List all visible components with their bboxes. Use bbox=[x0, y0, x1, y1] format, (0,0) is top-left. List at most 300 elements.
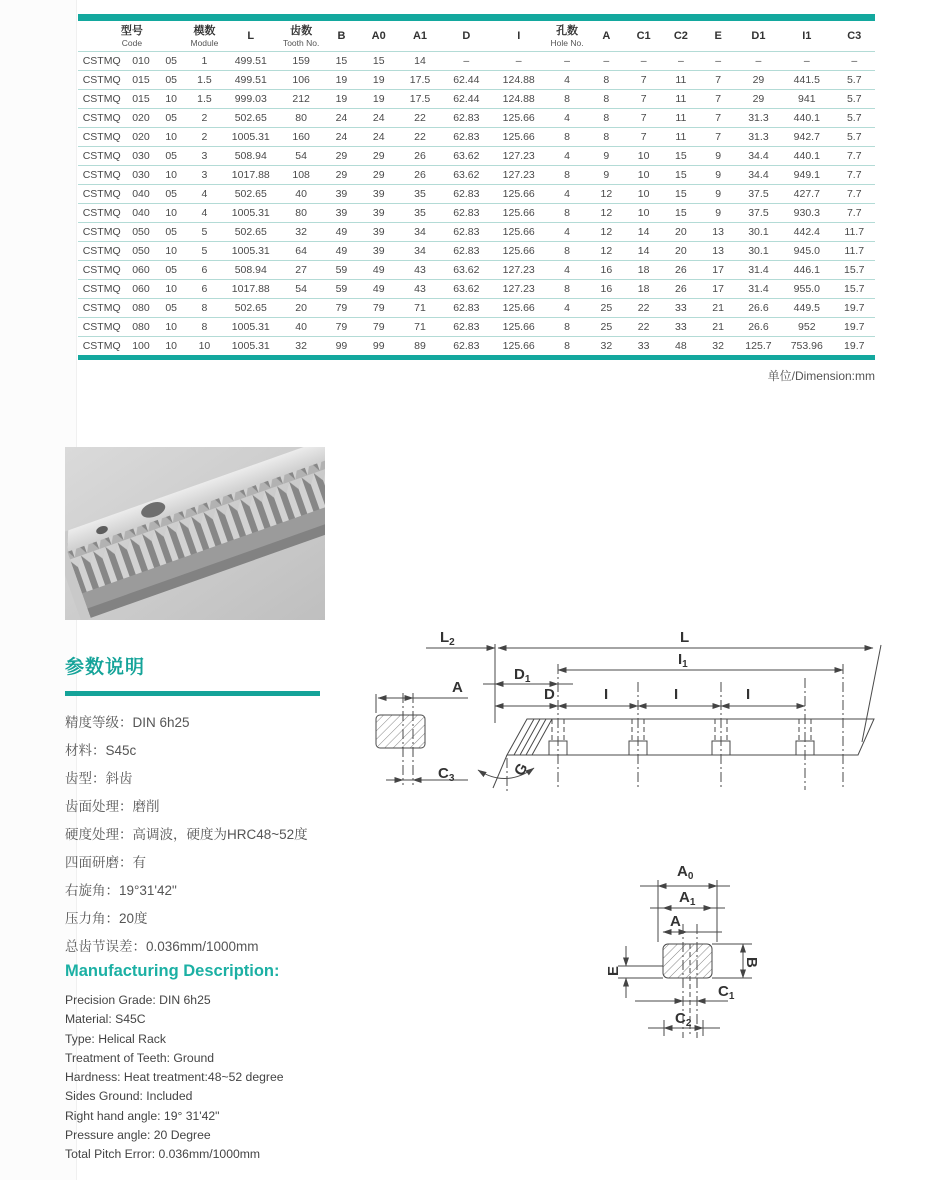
table-cell: 33 bbox=[625, 337, 662, 356]
table-cell: 14 bbox=[398, 52, 441, 71]
table-cell: 18 bbox=[625, 261, 662, 280]
table-cell: 1.5 bbox=[186, 71, 223, 90]
table-cell: 5 bbox=[186, 242, 223, 261]
table-cell: CSTMQ bbox=[78, 109, 125, 128]
table-bottom-bar bbox=[78, 355, 875, 360]
table-cell: 030 bbox=[125, 147, 156, 166]
table-cell: 21 bbox=[700, 318, 737, 337]
table-cell: 6 bbox=[186, 261, 223, 280]
table-cell: 79 bbox=[324, 299, 359, 318]
table-cell: 20 bbox=[662, 242, 699, 261]
table-cell: 124.88 bbox=[491, 71, 546, 90]
manufacturing-title: Manufacturing Description: bbox=[65, 962, 280, 980]
table-cell: 29 bbox=[359, 147, 398, 166]
table-cell: 125.66 bbox=[491, 337, 546, 356]
parameter-line: 四面研磨：有 bbox=[65, 855, 146, 870]
table-cell: 4 bbox=[186, 185, 223, 204]
table-cell: 64 bbox=[278, 242, 323, 261]
table-cell: 80 bbox=[278, 204, 323, 223]
table-cell: 930.3 bbox=[780, 204, 833, 223]
table-cell: 34.4 bbox=[737, 147, 780, 166]
table-cell: 17.5 bbox=[398, 90, 441, 109]
table-cell: 31.3 bbox=[737, 109, 780, 128]
table-cell: 43 bbox=[398, 280, 441, 299]
table-row bbox=[78, 166, 875, 185]
table-cell: 10 bbox=[157, 337, 186, 356]
dim-label-c2: $C_2$ bbox=[675, 1010, 692, 1029]
table-cell: 9 bbox=[588, 166, 625, 185]
table-cell: 40 bbox=[278, 185, 323, 204]
parameter-line: 总齿节误差：0.036mm/1000mm bbox=[65, 939, 259, 954]
table-cell: 15 bbox=[662, 185, 699, 204]
table-header-row bbox=[78, 21, 875, 52]
table-cell: 62.83 bbox=[442, 337, 491, 356]
table-cell: 15 bbox=[662, 147, 699, 166]
table-cell: 7 bbox=[700, 128, 737, 147]
table-cell: 10 bbox=[186, 337, 223, 356]
table-cell: 29 bbox=[324, 147, 359, 166]
table-cell: 17.5 bbox=[398, 71, 441, 90]
table-cell: 127.23 bbox=[491, 147, 546, 166]
table-cell: 29 bbox=[737, 90, 780, 109]
table-cell: 25 bbox=[588, 299, 625, 318]
table-row bbox=[78, 90, 875, 109]
table-cell: 10 bbox=[157, 204, 186, 223]
table-cell: CSTMQ bbox=[78, 71, 125, 90]
table-cell: 108 bbox=[278, 166, 323, 185]
table-cell: 5.7 bbox=[833, 90, 875, 109]
table-cell: 54 bbox=[278, 280, 323, 299]
table-cell: 21 bbox=[700, 299, 737, 318]
table-cell: CSTMQ bbox=[78, 204, 125, 223]
table-cell: 79 bbox=[359, 318, 398, 337]
table-cell: 1005.31 bbox=[223, 318, 278, 337]
table-cell: 9 bbox=[700, 147, 737, 166]
column-header: B bbox=[337, 30, 346, 42]
table-cell: 26 bbox=[662, 261, 699, 280]
table-cell: CSTMQ bbox=[78, 242, 125, 261]
table-cell: 11.7 bbox=[833, 242, 875, 261]
table-cell: 10 bbox=[157, 318, 186, 337]
dim-label-g: G bbox=[511, 760, 532, 779]
table-cell: 100 bbox=[125, 337, 156, 356]
table-cell: 020 bbox=[125, 128, 156, 147]
table-cell: 63.62 bbox=[442, 280, 491, 299]
table-cell: 9 bbox=[700, 185, 737, 204]
table-cell: 22 bbox=[625, 318, 662, 337]
table-row bbox=[78, 223, 875, 242]
table-cell: 159 bbox=[278, 52, 323, 71]
table-cell: 508.94 bbox=[223, 261, 278, 280]
table-cell: 7.7 bbox=[833, 166, 875, 185]
table-cell: 15.7 bbox=[833, 280, 875, 299]
table-cell: 080 bbox=[125, 318, 156, 337]
table-cell: – bbox=[491, 52, 546, 71]
table-cell: 127.23 bbox=[491, 166, 546, 185]
column-header: 模数 Module bbox=[190, 25, 219, 48]
table-cell: 24 bbox=[359, 109, 398, 128]
table-cell: 125.66 bbox=[491, 299, 546, 318]
manufacturing-line: Hardness: Heat treatment:48~52 degree bbox=[65, 1070, 284, 1085]
table-cell: 19 bbox=[359, 90, 398, 109]
table-cell: 4 bbox=[546, 71, 587, 90]
table-cell: 1005.31 bbox=[223, 242, 278, 261]
table-cell: CSTMQ bbox=[78, 147, 125, 166]
table-cell: CSTMQ bbox=[78, 185, 125, 204]
parameter-line: 材料：S45c bbox=[65, 743, 137, 758]
table-cell: 15 bbox=[662, 166, 699, 185]
table-cell: 8 bbox=[588, 109, 625, 128]
table-cell: 8 bbox=[186, 318, 223, 337]
spec-table-section bbox=[78, 14, 875, 384]
table-cell: 4 bbox=[546, 185, 587, 204]
table-cell: CSTMQ bbox=[78, 318, 125, 337]
table-cell: CSTMQ bbox=[78, 166, 125, 185]
table-cell: 26 bbox=[398, 166, 441, 185]
table-cell: 32 bbox=[588, 337, 625, 356]
table-cell: 945.0 bbox=[780, 242, 833, 261]
table-cell: 7 bbox=[625, 71, 662, 90]
table-cell: 24 bbox=[324, 128, 359, 147]
table-cell: 79 bbox=[324, 318, 359, 337]
table-cell: 7 bbox=[625, 128, 662, 147]
table-cell: 54 bbox=[278, 147, 323, 166]
table-cell: 62.83 bbox=[442, 299, 491, 318]
table-cell: 508.94 bbox=[223, 147, 278, 166]
table-cell: 05 bbox=[157, 261, 186, 280]
table-cell: 10 bbox=[157, 280, 186, 299]
table-cell: 5 bbox=[186, 223, 223, 242]
table-cell: 26 bbox=[398, 147, 441, 166]
table-cell: 020 bbox=[125, 109, 156, 128]
table-cell: 9 bbox=[700, 166, 737, 185]
manufacturing-list bbox=[65, 991, 395, 1165]
table-cell: 05 bbox=[157, 71, 186, 90]
table-cell: 13 bbox=[700, 242, 737, 261]
dim-label-e: E bbox=[605, 965, 622, 976]
table-cell: CSTMQ bbox=[78, 337, 125, 356]
table-row bbox=[78, 128, 875, 147]
table-cell: 59 bbox=[324, 280, 359, 299]
table-cell: – bbox=[442, 52, 491, 71]
table-cell: 10 bbox=[625, 166, 662, 185]
table-cell: 05 bbox=[157, 52, 186, 71]
table-cell: 39 bbox=[324, 204, 359, 223]
table-cell: 39 bbox=[359, 185, 398, 204]
table-cell: 26.6 bbox=[737, 318, 780, 337]
column-header: C1 bbox=[636, 30, 651, 42]
table-cell: 33 bbox=[662, 299, 699, 318]
table-cell: 22 bbox=[398, 109, 441, 128]
table-cell: 8 bbox=[546, 318, 587, 337]
table-row bbox=[78, 280, 875, 299]
table-cell: 502.65 bbox=[223, 223, 278, 242]
table-cell: 125.66 bbox=[491, 109, 546, 128]
manufacturing-line: Right hand angle: 19° 31'42" bbox=[65, 1108, 220, 1123]
table-cell: 4 bbox=[186, 204, 223, 223]
table-cell: 1 bbox=[186, 52, 223, 71]
table-cell: 11 bbox=[662, 109, 699, 128]
table-cell: 19 bbox=[324, 71, 359, 90]
table-cell: 49 bbox=[324, 223, 359, 242]
table-cell: 441.5 bbox=[780, 71, 833, 90]
manufacturing-line: Type: Helical Rack bbox=[65, 1031, 166, 1046]
table-cell: 125.66 bbox=[491, 242, 546, 261]
table-cell: 502.65 bbox=[223, 185, 278, 204]
dim-label-a0: $A_0$ bbox=[677, 863, 694, 882]
table-cell: 080 bbox=[125, 299, 156, 318]
table-cell: 62.83 bbox=[442, 223, 491, 242]
table-cell: 14 bbox=[625, 223, 662, 242]
table-cell: 8 bbox=[588, 71, 625, 90]
dim-label-l2: $L_2$ bbox=[440, 629, 455, 648]
table-cell: 212 bbox=[278, 90, 323, 109]
title-underline bbox=[65, 691, 320, 696]
table-cell: 440.1 bbox=[780, 109, 833, 128]
table-cell: 63.62 bbox=[442, 261, 491, 280]
table-cell: 15 bbox=[662, 204, 699, 223]
table-cell: 12 bbox=[588, 185, 625, 204]
table-cell: 30.1 bbox=[737, 242, 780, 261]
column-header: 孔数 Hole No. bbox=[550, 25, 584, 48]
table-cell: 34 bbox=[398, 242, 441, 261]
table-cell: 89 bbox=[398, 337, 441, 356]
table-cell: 8 bbox=[546, 128, 587, 147]
table-cell: 48 bbox=[662, 337, 699, 356]
table-cell: 19.7 bbox=[833, 318, 875, 337]
table-row bbox=[78, 109, 875, 128]
table-cell: 7.7 bbox=[833, 204, 875, 223]
table-cell: 1017.88 bbox=[223, 166, 278, 185]
table-cell: 106 bbox=[278, 71, 323, 90]
table-cell: 442.4 bbox=[780, 223, 833, 242]
table-cell: 050 bbox=[125, 242, 156, 261]
table-cell: 124.88 bbox=[491, 90, 546, 109]
table-cell: 99 bbox=[324, 337, 359, 356]
table-row bbox=[78, 185, 875, 204]
table-row bbox=[78, 242, 875, 261]
manufacturing-line: Total Pitch Error: 0.036mm/1000mm bbox=[65, 1147, 261, 1162]
table-cell: 22 bbox=[398, 128, 441, 147]
parameter-line: 精度等级：DIN 6h25 bbox=[65, 715, 190, 730]
table-cell: 3 bbox=[186, 166, 223, 185]
table-cell: 19 bbox=[359, 71, 398, 90]
table-cell: 29 bbox=[359, 166, 398, 185]
table-cell: 10 bbox=[157, 242, 186, 261]
dim-label-a1: $A_1$ bbox=[679, 889, 696, 908]
table-cell: 15 bbox=[324, 52, 359, 71]
table-cell: 26.6 bbox=[737, 299, 780, 318]
table-cell: 62.83 bbox=[442, 185, 491, 204]
table-cell: 25 bbox=[588, 318, 625, 337]
table-cell: 955.0 bbox=[780, 280, 833, 299]
table-cell: 05 bbox=[157, 147, 186, 166]
rack-side-view-diagram bbox=[368, 620, 943, 810]
table-cell: 05 bbox=[157, 223, 186, 242]
table-cell: 80 bbox=[278, 109, 323, 128]
column-header: 齿数 Tooth No. bbox=[282, 25, 320, 48]
dim-label-c3: $C_3$ bbox=[438, 765, 455, 784]
table-cell: 10 bbox=[157, 128, 186, 147]
table-cell: – bbox=[546, 52, 587, 71]
table-cell: – bbox=[625, 52, 662, 71]
table-cell: 11.7 bbox=[833, 223, 875, 242]
table-cell: 1005.31 bbox=[223, 337, 278, 356]
table-cell: 160 bbox=[278, 128, 323, 147]
unit-note: 单位/Dimension:mm bbox=[767, 369, 875, 383]
table-cell: 1.5 bbox=[186, 90, 223, 109]
table-cell: 15 bbox=[359, 52, 398, 71]
table-cell: 17 bbox=[700, 261, 737, 280]
table-cell: 5.7 bbox=[833, 71, 875, 90]
table-cell: 79 bbox=[359, 299, 398, 318]
table-cell: 7 bbox=[700, 71, 737, 90]
table-cell: 39 bbox=[359, 204, 398, 223]
parameter-line: 硬度处理：高调波，硬度为HRC48~52度 bbox=[65, 827, 308, 842]
table-cell: 7.7 bbox=[833, 185, 875, 204]
dim-label-a: A bbox=[670, 913, 681, 930]
dim-label-i1: $I_1$ bbox=[678, 651, 688, 670]
column-header: D bbox=[462, 30, 471, 42]
table-cell: 499.51 bbox=[223, 71, 278, 90]
table-cell: 22 bbox=[625, 299, 662, 318]
table-cell: 127.23 bbox=[491, 261, 546, 280]
table-cell: – bbox=[700, 52, 737, 71]
table-cell: 19.7 bbox=[833, 299, 875, 318]
column-header: E bbox=[714, 30, 722, 42]
table-cell: 1005.31 bbox=[223, 128, 278, 147]
table-cell: 24 bbox=[324, 109, 359, 128]
table-cell: 16 bbox=[588, 261, 625, 280]
dim-label-i: I bbox=[604, 686, 609, 703]
table-cell: 499.51 bbox=[223, 52, 278, 71]
table-cell: 8 bbox=[546, 242, 587, 261]
table-cell: 37.5 bbox=[737, 185, 780, 204]
table-cell: – bbox=[662, 52, 699, 71]
table-cell: 39 bbox=[359, 242, 398, 261]
table-cell: CSTMQ bbox=[78, 299, 125, 318]
table-cell: 34.4 bbox=[737, 166, 780, 185]
table-cell: 05 bbox=[157, 299, 186, 318]
manufacturing-line: Material: S45C bbox=[65, 1012, 146, 1027]
table-cell: 060 bbox=[125, 280, 156, 299]
dim-label-c1: $C_1$ bbox=[718, 983, 735, 1002]
table-cell: 10 bbox=[625, 185, 662, 204]
table-cell: 999.03 bbox=[223, 90, 278, 109]
table-cell: 18 bbox=[625, 280, 662, 299]
table-cell: 7 bbox=[625, 90, 662, 109]
table-cell: 32 bbox=[278, 337, 323, 356]
table-cell: 10 bbox=[157, 90, 186, 109]
column-header: A1 bbox=[412, 30, 428, 42]
table-cell: – bbox=[588, 52, 625, 71]
table-cell: 39 bbox=[359, 223, 398, 242]
table-cell: 4 bbox=[546, 299, 587, 318]
table-cell: 05 bbox=[157, 185, 186, 204]
table-cell: 446.1 bbox=[780, 261, 833, 280]
table-cell: 30.1 bbox=[737, 223, 780, 242]
manufacturing-line: Treatment of Teeth: Ground bbox=[65, 1050, 215, 1065]
table-cell: 125.66 bbox=[491, 223, 546, 242]
table-cell: 8 bbox=[546, 90, 587, 109]
table-cell: 31.4 bbox=[737, 280, 780, 299]
table-cell: 29 bbox=[737, 71, 780, 90]
table-cell: 99 bbox=[359, 337, 398, 356]
table-cell: 9 bbox=[700, 204, 737, 223]
table-cell: 62.83 bbox=[442, 318, 491, 337]
parameter-line: 右旋角：19°31'42" bbox=[65, 883, 177, 898]
parameters-title: 参数说明 bbox=[65, 657, 146, 678]
table-cell: 4 bbox=[546, 261, 587, 280]
table-cell: 35 bbox=[398, 185, 441, 204]
table-cell: 127.23 bbox=[491, 280, 546, 299]
table-row bbox=[78, 52, 875, 71]
column-header: L bbox=[247, 30, 255, 42]
table-cell: CSTMQ bbox=[78, 223, 125, 242]
product-photo bbox=[65, 447, 325, 620]
table-cell: 015 bbox=[125, 90, 156, 109]
table-cell: 43 bbox=[398, 261, 441, 280]
table-row bbox=[78, 318, 875, 337]
dim-label-i: I bbox=[746, 686, 751, 703]
table-cell: 030 bbox=[125, 166, 156, 185]
table-cell: 10 bbox=[157, 166, 186, 185]
table-cell: 4 bbox=[546, 147, 587, 166]
table-cell: 62.83 bbox=[442, 128, 491, 147]
table-cell: 71 bbox=[398, 299, 441, 318]
table-cell: 71 bbox=[398, 318, 441, 337]
table-cell: 4 bbox=[546, 223, 587, 242]
dim-label-d: D bbox=[544, 686, 555, 703]
table-cell: 125.66 bbox=[491, 204, 546, 223]
table-cell: – bbox=[780, 52, 833, 71]
table-cell: CSTMQ bbox=[78, 128, 125, 147]
table-cell: 17 bbox=[700, 280, 737, 299]
parameter-line: 压力角：20度 bbox=[65, 911, 148, 926]
table-cell: 2 bbox=[186, 128, 223, 147]
table-cell: CSTMQ bbox=[78, 261, 125, 280]
table-cell: 63.62 bbox=[442, 166, 491, 185]
dim-label-d1: $D_1$ bbox=[514, 666, 531, 685]
table-cell: 12 bbox=[588, 223, 625, 242]
column-header: C3 bbox=[847, 30, 862, 42]
table-cell: 7.7 bbox=[833, 147, 875, 166]
table-cell: 49 bbox=[359, 261, 398, 280]
manufacturing-line: Sides Ground: Included bbox=[65, 1089, 193, 1104]
table-cell: 11 bbox=[662, 90, 699, 109]
table-top-bar bbox=[78, 14, 875, 21]
table-cell: 8 bbox=[546, 280, 587, 299]
table-cell: 33 bbox=[662, 318, 699, 337]
table-cell: 440.1 bbox=[780, 147, 833, 166]
table-cell: CSTMQ bbox=[78, 52, 125, 71]
parameter-line: 齿型：斜齿 bbox=[65, 771, 133, 786]
column-header: I bbox=[517, 30, 521, 42]
table-cell: 10 bbox=[625, 147, 662, 166]
parameters-section bbox=[65, 652, 323, 961]
table-cell: 62.83 bbox=[442, 204, 491, 223]
table-row bbox=[78, 147, 875, 166]
table-cell: 62.44 bbox=[442, 90, 491, 109]
column-header: A0 bbox=[371, 30, 386, 42]
table-cell: 62.44 bbox=[442, 71, 491, 90]
dim-label-b: B bbox=[743, 957, 760, 968]
table-cell: 49 bbox=[359, 280, 398, 299]
table-cell: 8 bbox=[186, 299, 223, 318]
table-cell: CSTMQ bbox=[78, 90, 125, 109]
dim-label-l: L bbox=[680, 629, 690, 646]
table-cell: 12 bbox=[588, 204, 625, 223]
